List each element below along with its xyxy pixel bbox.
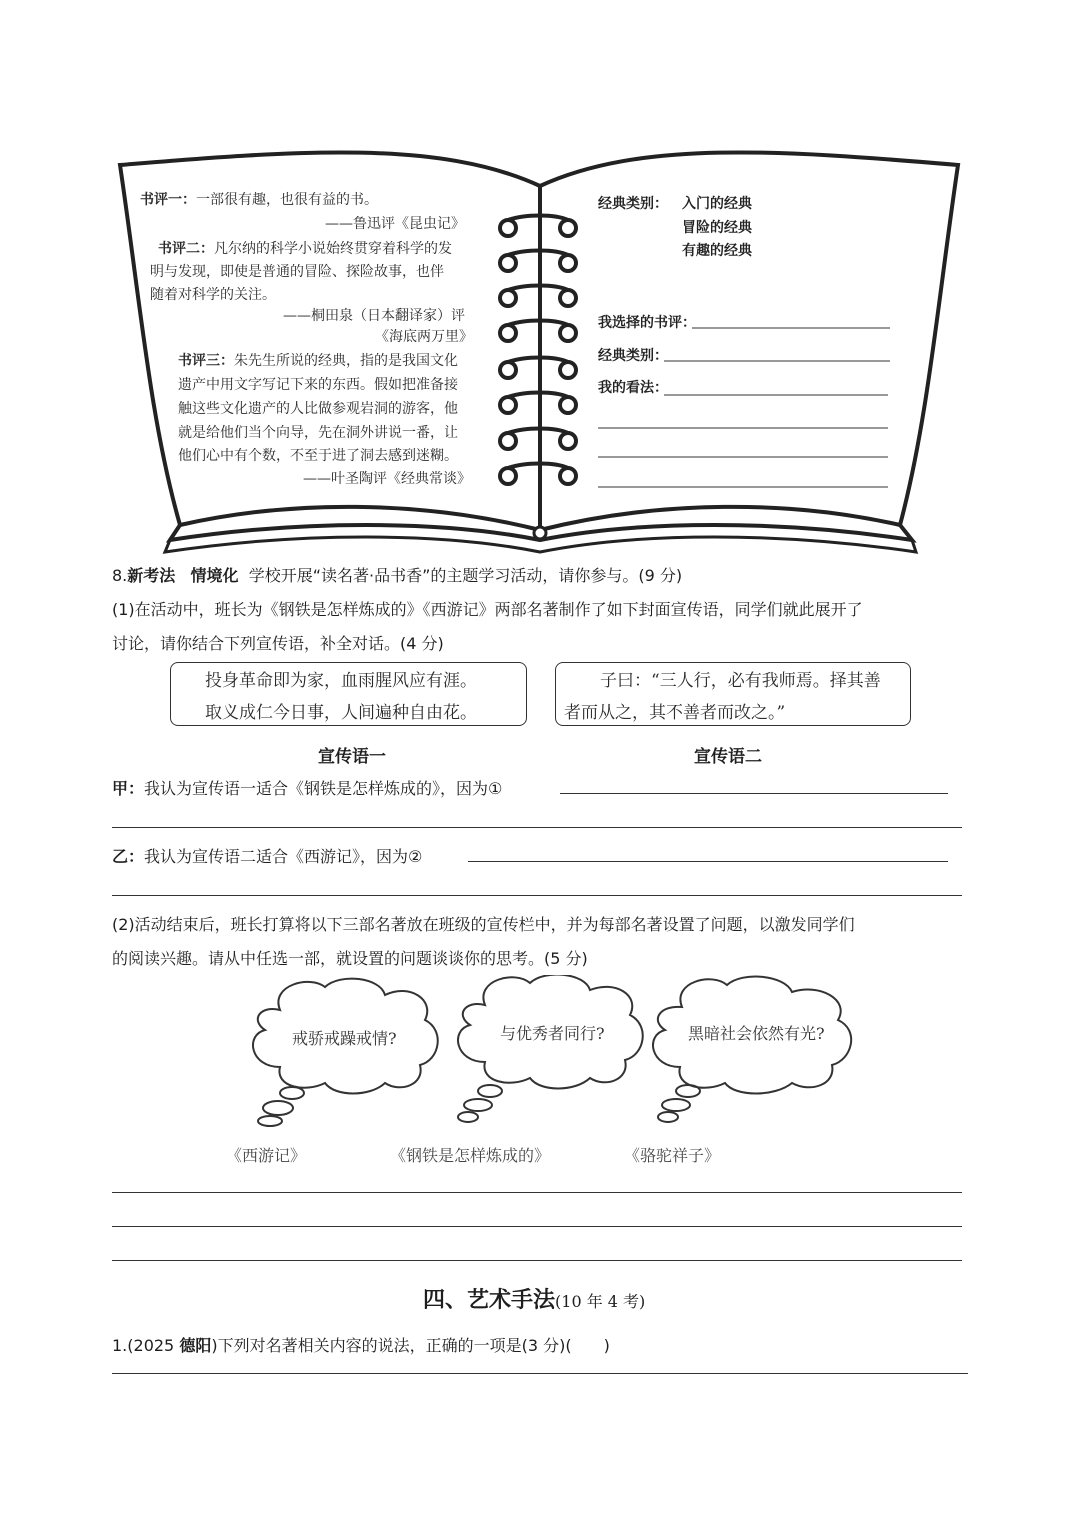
yi-answer-line[interactable] (468, 861, 948, 862)
q8-p1-line2: 讨论，请你结合下列宣传语，补全对话。(4 分) (112, 634, 444, 653)
category-1: 入门的经典 (682, 196, 752, 212)
bubble-question-1: 戒骄戒躁戒情? (292, 1029, 397, 1048)
bubble-question-3: 黑暗社会依然有光? (688, 1024, 825, 1043)
book-name-1: 《西游记》 (226, 1146, 307, 1165)
review1-label: 书评一： (140, 192, 196, 208)
yi-answer-line-2[interactable] (112, 895, 962, 896)
review2-line1: 凡尔纳的科学小说始终贯穿着科学的发 (214, 241, 452, 257)
section4-heading (423, 1283, 645, 1314)
q1-text: )下列对名著相关内容的说法，正确的一项是(3 分)( ) (211, 1336, 610, 1355)
q8-stem: 学校开展“读名著·品书香”的主题学习活动，请你参与。(9 分) (248, 566, 683, 585)
review-2 (158, 237, 488, 261)
thought-bubble-3 (653, 977, 851, 1122)
class-label: 经典类别： (598, 348, 668, 364)
jia-answer-line-2[interactable] (112, 827, 962, 828)
review2-line3: 随着对科学的关注。 (150, 287, 276, 303)
section4-subtitle: (10 年 4 考) (555, 1292, 646, 1311)
yi-text: 我认为宣传语二适合《西游记》，因为② (144, 847, 423, 866)
dialogue-jia (112, 776, 502, 799)
p2-answer-line-3[interactable] (112, 1260, 962, 1261)
review3-line1: 朱先生所说的经典，指的是我国文化 (234, 353, 458, 369)
book-name-3: 《骆驼祥子》 (624, 1146, 721, 1165)
review-3 (178, 349, 488, 373)
dialogue-yi (112, 844, 422, 867)
bubble-question-2: 与优秀者同行? (500, 1024, 605, 1043)
q8-number: 8. (112, 566, 128, 585)
p2-answer-line-2[interactable] (112, 1226, 962, 1227)
q1-prefix: 1.(2025 (112, 1336, 180, 1355)
category-label: 经典类别： (598, 196, 668, 212)
q8-tag-new: 新考法 (127, 566, 176, 585)
q8-p2-line2: 的阅读兴趣。请从中任选一部，就设置的问题谈谈你的思考。(5 分) (112, 949, 588, 968)
review3-label: 书评三： (178, 353, 234, 369)
jia-answer-line[interactable] (560, 793, 948, 794)
q8-p2-line1: (2)活动结束后，班长打算将以下三部名著放在班级的宣传栏中，并为每部名著设置了问题，以激发同学们 (112, 915, 855, 934)
choose-review-label: 我选择的书评： (598, 315, 696, 331)
slogan-box-1 (170, 662, 527, 726)
review3-line2: 遗产中用文字写记下来的东西。假如把准备接 (178, 377, 458, 393)
review3-line3: 触这些文化遗产的人比做参观岩洞的游客，他 (178, 401, 458, 417)
thought-bubble-1 (253, 979, 438, 1126)
thought-bubbles (240, 975, 880, 1135)
q8-p1-line1: (1)在活动中，班长为《钢铁是怎样炼成的》《西游记》两部名著制作了如下封面宣传语，同学们就此展开了 (112, 600, 863, 619)
slogan2-line2: 者而从之，其不善者而改之。” (564, 703, 786, 723)
review-1 (140, 188, 500, 212)
slogan1-line2: 取义成仁今日事，人间遍种自由花。 (205, 703, 477, 723)
review2-source2: 《海底两万里》 (375, 329, 473, 345)
review1-source: ——鲁迅评《昆虫记》 (325, 216, 465, 232)
review1-text: 一部很有趣，也很有益的书。 (196, 192, 378, 208)
slogan-box-2 (555, 662, 911, 726)
view-label: 我的看法： (598, 380, 668, 396)
q8-tag-context: 情境化 (190, 566, 239, 585)
thought-bubble-2 (458, 975, 643, 1122)
slogan2-label: 宣传语二 (694, 747, 762, 767)
jia-label: 甲： (112, 779, 145, 798)
slogan1-label: 宣传语一 (318, 747, 386, 767)
yi-label: 乙： (112, 847, 145, 866)
slogan1-line1: 投身革命即为家，血雨腥风应有涯。 (205, 671, 477, 691)
jia-text: 我认为宣传语一适合《钢铁是怎样炼成的》，因为① (144, 779, 503, 798)
slogan2-line1: 子曰：“三人行，必有我师焉。择其善 (600, 671, 881, 691)
review3-source: ——叶圣陶评《经典常谈》 (303, 471, 471, 487)
category-2: 冒险的经典 (682, 220, 752, 236)
section4-title: 四、艺术手法 (423, 1288, 556, 1313)
review2-line2: 明与发现，即使是普通的冒险、探险故事，也伴 (150, 264, 444, 280)
review3-line4: 就是给他们当个向导，先在洞外讲说一番，让 (178, 425, 458, 441)
spine-ring-bottom (534, 527, 546, 539)
review2-label: 书评二： (158, 241, 214, 257)
book-name-2: 《钢铁是怎样炼成的》 (390, 1146, 551, 1165)
p2-answer-line-1[interactable] (112, 1192, 962, 1193)
review3-line5: 他们心中有个数，不至于进了洞去感到迷糊。 (178, 448, 458, 464)
review2-source1: ——桐田泉（日本翻译家）评 (283, 308, 465, 324)
q1-place: 德阳 (179, 1336, 212, 1355)
q1-stem (112, 1333, 610, 1356)
q8-header (112, 563, 682, 586)
category-3: 有趣的经典 (682, 243, 752, 259)
q1-bottom-rule (112, 1373, 968, 1374)
